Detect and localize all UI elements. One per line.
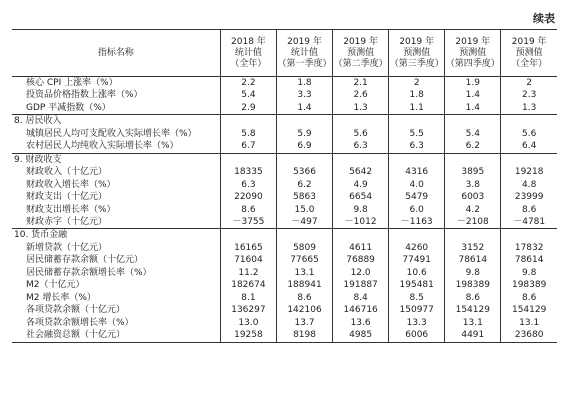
- value-cell: 2.6: [333, 89, 389, 101]
- value-cell: 182674: [220, 279, 276, 291]
- value-cell: [389, 153, 445, 166]
- indicator-name: 财政支出（十亿元）: [26, 192, 108, 203]
- value-cell: 8.6: [501, 204, 557, 216]
- value-cell: 8.6: [220, 204, 276, 216]
- value-cell: 6006: [389, 329, 445, 342]
- value-cell: 1.4: [276, 102, 332, 115]
- value-cell: 2.3: [501, 89, 557, 101]
- indicator-name: 居民储蓄存款余额增长率（%）: [26, 267, 152, 278]
- value-cell: 4.9: [333, 179, 389, 191]
- header-col-2019-q4: 2019 年 预测值 （第四季度）: [445, 30, 501, 77]
- header-col-2019-q3: 2019 年 预测值 （第三季度）: [389, 30, 445, 77]
- indicator-name: 财政赤字（十亿元）: [26, 216, 108, 227]
- value-cell: 4491: [445, 329, 501, 342]
- indicator-name: 城镇居民人均可支配收入实际增长率（%）: [26, 128, 197, 139]
- header-indicator: 指标名称: [12, 30, 220, 77]
- value-cell: 6.3: [389, 140, 445, 153]
- value-cell: 4.2: [445, 204, 501, 216]
- value-cell: [276, 229, 332, 242]
- value-cell: 13.1: [276, 267, 332, 279]
- value-cell: 146716: [333, 304, 389, 316]
- value-cell: 1.4: [445, 102, 501, 115]
- value-cell: 198389: [501, 279, 557, 291]
- value-cell: 9.8: [501, 267, 557, 279]
- value-cell: 76889: [333, 254, 389, 266]
- value-cell: 8.6: [276, 292, 332, 304]
- indicator-name: 财政收入（十亿元）: [26, 167, 108, 178]
- indicator-name: 各项贷款余额增长率（%）: [26, 317, 134, 328]
- value-cell: 13.7: [276, 317, 332, 329]
- value-cell: 2: [389, 77, 445, 90]
- value-cell: 3.3: [276, 89, 332, 101]
- value-cell: 3152: [445, 242, 501, 254]
- value-cell: 23999: [501, 191, 557, 203]
- value-cell: －4781: [501, 216, 557, 229]
- indicator-name: 社会融资总额（十亿元）: [12, 329, 220, 342]
- indicator-name: 新增贷款（十亿元）: [26, 242, 108, 253]
- header-col-2019-full: 2019 年 预测值 （全年）: [501, 30, 557, 77]
- value-cell: 5.4: [445, 128, 501, 140]
- value-cell: 78614: [445, 254, 501, 266]
- section-header-row: [12, 115, 557, 128]
- value-cell: [276, 115, 332, 128]
- value-cell: 4.0: [389, 179, 445, 191]
- value-cell: 6.9: [276, 140, 332, 153]
- table-row: [12, 166, 557, 178]
- value-cell: [333, 153, 389, 166]
- value-cell: 1.9: [445, 77, 501, 90]
- value-cell: －3755: [220, 216, 276, 229]
- value-cell: 1.3: [501, 102, 557, 115]
- table-row: [12, 329, 557, 342]
- value-cell: 1.8: [389, 89, 445, 101]
- value-cell: 6.7: [220, 140, 276, 153]
- value-cell: [276, 153, 332, 166]
- header-col-2019-q2: 2019 年 预测值 （第二季度）: [333, 30, 389, 77]
- value-cell: 2.1: [333, 77, 389, 90]
- value-cell: 5.6: [501, 128, 557, 140]
- value-cell: 5.5: [389, 128, 445, 140]
- continued-label: 续表: [533, 12, 555, 25]
- value-cell: 22090: [220, 191, 276, 203]
- table-row: [12, 140, 557, 153]
- indicator-table: [12, 29, 557, 343]
- value-cell: [445, 153, 501, 166]
- value-cell: 77491: [389, 254, 445, 266]
- value-cell: 4.8: [501, 179, 557, 191]
- value-cell: 6.0: [389, 204, 445, 216]
- value-cell: 2.2: [220, 77, 276, 90]
- value-cell: [220, 153, 276, 166]
- value-cell: 5642: [333, 166, 389, 178]
- value-cell: 9.8: [445, 267, 501, 279]
- value-cell: －1163: [389, 216, 445, 229]
- indicator-name: 财政收入增长率（%）: [26, 179, 116, 190]
- indicator-name: 财政支出增长率（%）: [26, 204, 116, 215]
- table-row: [12, 304, 557, 316]
- value-cell: 77665: [276, 254, 332, 266]
- value-cell: 4316: [389, 166, 445, 178]
- value-cell: 195481: [389, 279, 445, 291]
- value-cell: 8.1: [220, 292, 276, 304]
- value-cell: 6003: [445, 191, 501, 203]
- table-row: [12, 242, 557, 254]
- table-row: [12, 191, 557, 203]
- value-cell: 1.3: [333, 102, 389, 115]
- value-cell: 5.9: [276, 128, 332, 140]
- table-row: [12, 77, 557, 90]
- value-cell: 5.8: [220, 128, 276, 140]
- value-cell: 12.0: [333, 267, 389, 279]
- value-cell: 150977: [389, 304, 445, 316]
- value-cell: －1012: [333, 216, 389, 229]
- value-cell: 5863: [276, 191, 332, 203]
- value-cell: 11.2: [220, 267, 276, 279]
- value-cell: 6.2: [445, 140, 501, 153]
- value-cell: [445, 115, 501, 128]
- indicator-name: 居民储蓄存款余额（十亿元）: [26, 255, 144, 266]
- value-cell: 9.8: [333, 204, 389, 216]
- value-cell: 6654: [333, 191, 389, 203]
- section-title: 10. 货币金融: [12, 229, 220, 242]
- value-cell: 5366: [276, 166, 332, 178]
- value-cell: 4260: [389, 242, 445, 254]
- value-cell: 1.8: [276, 77, 332, 90]
- value-cell: [389, 115, 445, 128]
- value-cell: －497: [276, 216, 332, 229]
- indicator-name: GDP 平减指数（%）: [26, 102, 111, 113]
- header-col-2019-q1: 2019 年 统计值 （第一季度）: [276, 30, 332, 77]
- value-cell: 1.4: [445, 89, 501, 101]
- value-cell: 3.8: [445, 179, 501, 191]
- value-cell: 4611: [333, 242, 389, 254]
- value-cell: [333, 115, 389, 128]
- value-cell: 4985: [333, 329, 389, 342]
- section-header-row: [12, 229, 557, 242]
- table-row: [12, 102, 557, 115]
- value-cell: [389, 229, 445, 242]
- value-cell: 15.0: [276, 204, 332, 216]
- value-cell: 13.6: [333, 317, 389, 329]
- indicator-name: 各项贷款余额（十亿元）: [26, 305, 126, 316]
- value-cell: －2108: [445, 216, 501, 229]
- value-cell: 6.3: [333, 140, 389, 153]
- table-row: [12, 317, 557, 329]
- value-cell: 6.3: [220, 179, 276, 191]
- value-cell: [501, 229, 557, 242]
- value-cell: [333, 229, 389, 242]
- value-cell: 2.9: [220, 102, 276, 115]
- value-cell: 71604: [220, 254, 276, 266]
- value-cell: [220, 229, 276, 242]
- value-cell: 154129: [445, 304, 501, 316]
- value-cell: 16165: [220, 242, 276, 254]
- value-cell: 142106: [276, 304, 332, 316]
- value-cell: 154129: [501, 304, 557, 316]
- section-title: 9. 财政收支: [12, 153, 220, 166]
- value-cell: 1.1: [389, 102, 445, 115]
- indicator-name: M2（十亿元）: [26, 280, 85, 291]
- indicator-name: 核心 CPI 上涨率（%）: [26, 78, 118, 88]
- value-cell: [501, 115, 557, 128]
- value-cell: 2: [501, 77, 557, 90]
- value-cell: 188941: [276, 279, 332, 291]
- indicator-name: 投资品价格指数上涨率（%）: [26, 90, 143, 101]
- value-cell: 8.5: [389, 292, 445, 304]
- value-cell: 13.1: [445, 317, 501, 329]
- value-cell: 13.3: [389, 317, 445, 329]
- value-cell: 13.0: [220, 317, 276, 329]
- value-cell: 6.2: [276, 179, 332, 191]
- value-cell: 78614: [501, 254, 557, 266]
- value-cell: 10.6: [389, 267, 445, 279]
- value-cell: 5479: [389, 191, 445, 203]
- indicator-name: M2 增长率（%）: [26, 292, 96, 303]
- table-row: [12, 292, 557, 304]
- value-cell: 13.1: [501, 317, 557, 329]
- table-row: [12, 89, 557, 101]
- section-header-row: [12, 153, 557, 166]
- value-cell: 19258: [220, 329, 276, 342]
- indicator-name: 农村居民人均纯收入实际增长率（%）: [26, 141, 179, 152]
- header-row: [12, 30, 557, 77]
- value-cell: 8.6: [501, 292, 557, 304]
- header-col-2018-full: 2018 年 统计值 （全年）: [220, 30, 276, 77]
- value-cell: 19218: [501, 166, 557, 178]
- table-row: [12, 179, 557, 191]
- value-cell: 198389: [445, 279, 501, 291]
- value-cell: 3895: [445, 166, 501, 178]
- value-cell: 17832: [501, 242, 557, 254]
- value-cell: 8.6: [445, 292, 501, 304]
- value-cell: 5809: [276, 242, 332, 254]
- value-cell: 191887: [333, 279, 389, 291]
- value-cell: 5.6: [333, 128, 389, 140]
- table-row: [12, 216, 557, 229]
- section-title: 8. 居民收入: [12, 115, 220, 128]
- value-cell: 8.4: [333, 292, 389, 304]
- value-cell: [501, 153, 557, 166]
- value-cell: 8198: [276, 329, 332, 342]
- table-row: [12, 267, 557, 279]
- table-row: [12, 128, 557, 140]
- value-cell: 6.4: [501, 140, 557, 153]
- value-cell: 5.4: [220, 89, 276, 101]
- value-cell: [220, 115, 276, 128]
- table-row: [12, 204, 557, 216]
- table-row: [12, 254, 557, 266]
- value-cell: 136297: [220, 304, 276, 316]
- value-cell: 23680: [501, 329, 557, 342]
- table-row: [12, 279, 557, 291]
- value-cell: [445, 229, 501, 242]
- value-cell: 18335: [220, 166, 276, 178]
